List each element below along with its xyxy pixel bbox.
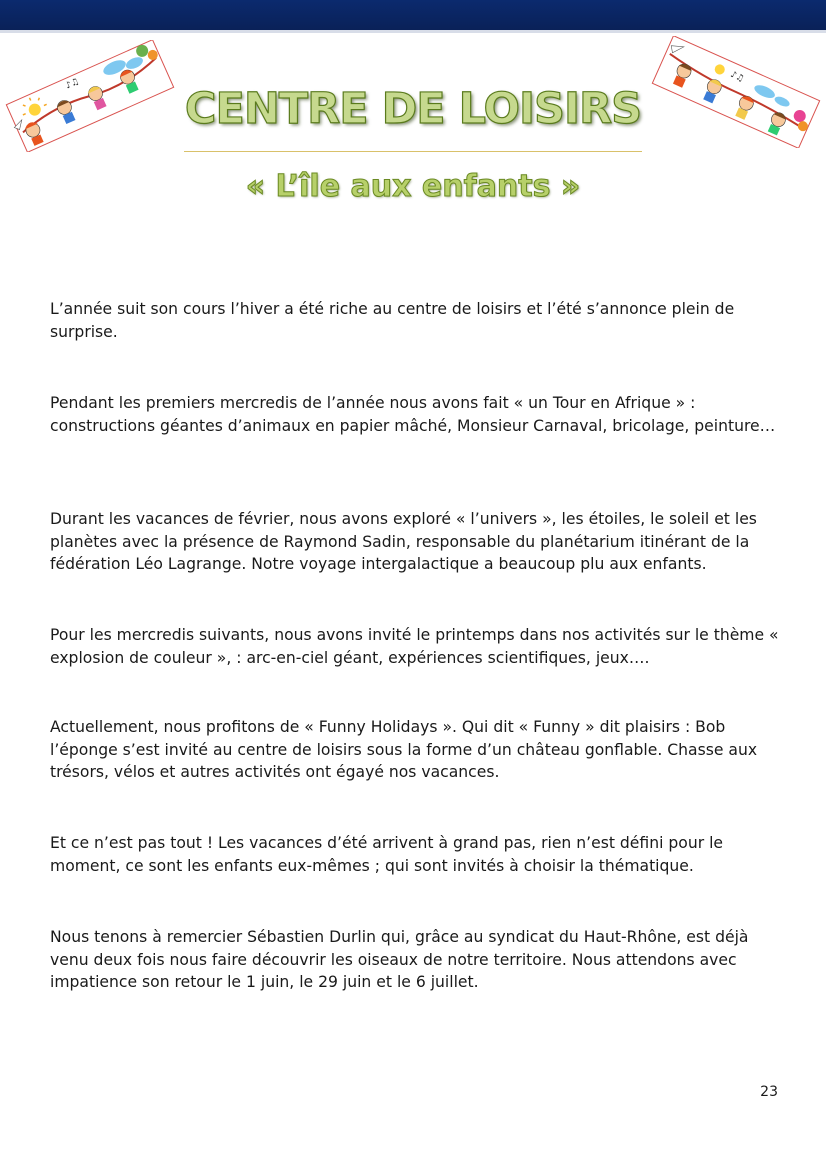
paragraph: Pour les mercredis suivants, nous avons invité le printemps dans nos activités sur le thème « explosion de couleur », : arc-en-ciel géant, expériences scientifiques, jeux…. [50,626,779,667]
paragraph: L’année suit son cours l’hiver a été riche au centre de loisirs et l’été s’annonce plein de surprise. [50,300,735,341]
paragraph: Nous tenons à remercier Sébastien Durlin qui, grâce au syndicat du Haut-Rhône, est déjà venu deux fois nous faire découvrir les oiseaux de notre territoire. Nous attendons avec impatience son retour le 1 juin, le 29 juin et le 6 juillet. [50,928,749,991]
paragraph: Pendant les premiers mercredis de l’année nous avons fait « un Tour en Afrique » : constructions géantes d’animaux en papier mâché, Monsieur Carnaval, bricolage, peinture… [50,394,776,435]
svg-text:♪♫: ♪♫ [64,76,81,92]
paragraph: Actuellement, nous profitons de « Funny Holidays ». Qui dit « Funny » dit plaisirs : Bob l’éponge s’est invité au centre de loisirs sous la forme d’un château gonflable. Chasse aux trésors, vélos et autres activités ont égayé nos vacances. [50,718,758,781]
paragraph: Et ce n’est pas tout ! Les vacances d’été arrivent à grand pas, rien n’est défini pour le moment, ce sont les enfants eux-mêmes ; qui sont invités à choisir la thématique. [50,834,724,875]
top-header-bar [0,0,826,33]
page-subtitle: « L’île aux enfants » [245,169,581,204]
page-number: 23 [760,1084,778,1100]
paragraph: Durant les vacances de février, nous avons exploré « l’univers », les étoiles, le soleil et les planètes avec la présence de Raymond Sadin, responsable du planétarium itinérant de la fédération Léo Lagrange. Notre voyage intergalactique a beaucoup plu aux enfants. [50,510,757,573]
svg-text:♪♫: ♪♫ [728,69,746,85]
page-title: CENTRE DE LOISIRS [184,84,642,134]
title-divider [184,151,642,152]
